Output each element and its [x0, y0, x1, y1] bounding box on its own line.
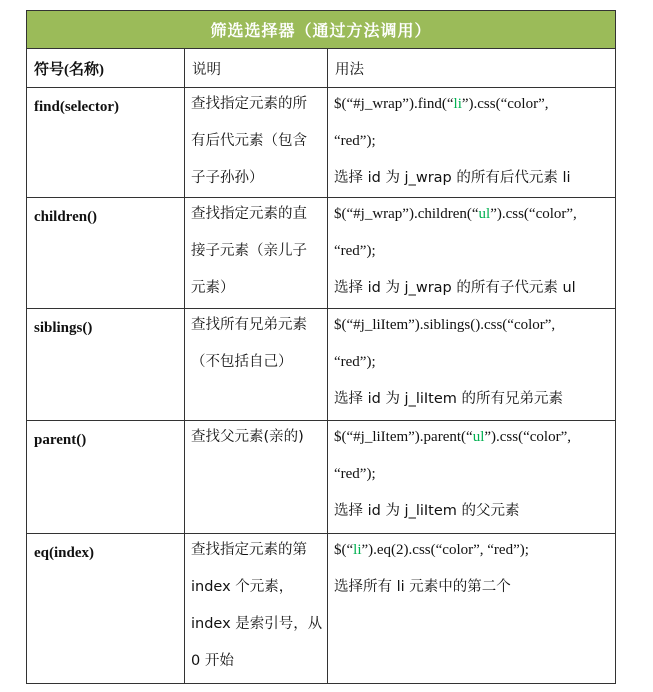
table-title: 筛选选择器（通过方法调用） — [27, 11, 616, 49]
row-usage-cell — [328, 198, 616, 309]
code-suffix: ”).css(“color”, — [490, 206, 577, 222]
row-name-cell — [27, 88, 185, 198]
row-name-cell — [27, 421, 185, 534]
usage-block — [328, 86, 615, 197]
code-prefix: $(“#j_liItem”).siblings().css(“color”, — [334, 317, 556, 333]
usage-note: 选择 id 为 j_wrap 的所有子代元素 ul — [334, 280, 576, 296]
code-line — [334, 307, 611, 344]
table-row — [27, 88, 616, 198]
table-row — [27, 309, 616, 421]
header-row — [27, 49, 616, 88]
code-highlight: li — [353, 542, 362, 558]
row-usage-cell — [328, 534, 616, 684]
code-line — [334, 86, 611, 123]
desc-line: index 是索引号，从 — [191, 616, 323, 632]
usage-note: 选择 id 为 j_liItem 的所有兄弟元素 — [334, 391, 564, 407]
desc-line: 子子孙孙） — [191, 170, 264, 186]
method-name: eq(index) — [34, 545, 94, 561]
desc-line: 查找指定元素的所 — [191, 96, 307, 112]
row-usage-cell — [328, 421, 616, 534]
usage-block — [328, 307, 615, 418]
header-description: 说明 — [185, 49, 328, 88]
usage-note: 选择 id 为 j_wrap 的所有后代元素 li — [334, 170, 571, 186]
method-name: find(selector) — [34, 99, 119, 115]
desc-line: （不包括自己） — [191, 354, 293, 370]
row-name-cell — [27, 198, 185, 309]
desc-line: index 个元素， — [191, 579, 294, 595]
row-desc-cell — [185, 534, 328, 684]
table-row — [27, 421, 616, 534]
code-line-2: “red”); — [334, 243, 376, 259]
code-prefix: $(“ — [334, 542, 354, 558]
row-name-cell — [27, 534, 185, 684]
usage-note: 选择所有 li 元素中的第二个 — [334, 579, 511, 595]
desc-line: 查找指定元素的第 — [191, 542, 307, 558]
code-line-2: “red”); — [334, 466, 376, 482]
code-line-2: “red”); — [334, 133, 376, 149]
code-line-2: “red”); — [334, 354, 376, 370]
row-desc-cell — [185, 309, 328, 421]
method-description — [185, 532, 327, 680]
code-line — [334, 419, 611, 456]
code-line — [334, 196, 611, 233]
method-description — [185, 86, 327, 197]
method-name: parent() — [34, 432, 87, 448]
header-usage: 用法 — [328, 49, 616, 88]
desc-line: 查找指定元素的直 — [191, 206, 307, 222]
row-name-cell — [27, 309, 185, 421]
code-highlight: li — [453, 96, 462, 112]
method-description — [185, 196, 327, 307]
method-name: siblings() — [34, 320, 93, 336]
code-highlight: ul — [472, 429, 485, 445]
usage-block — [328, 419, 615, 530]
usage-block — [328, 196, 615, 307]
method-description — [185, 307, 327, 381]
code-suffix: ”).eq(2).css(“color”, “red”); — [361, 542, 529, 558]
code-line — [334, 532, 611, 569]
usage-block — [328, 532, 615, 606]
row-desc-cell — [185, 88, 328, 198]
code-prefix: $(“#j_liItem”).parent(“ — [334, 429, 473, 445]
desc-line: 查找所有兄弟元素 — [191, 317, 307, 333]
header-name: 符号(名称) — [27, 49, 185, 88]
code-suffix: ”).css(“color”, — [461, 96, 549, 112]
desc-line: 0 开始 — [191, 653, 234, 669]
desc-line: 接子元素（亲儿子 — [191, 243, 307, 259]
filter-selector-table — [26, 10, 616, 684]
table-row — [27, 534, 616, 684]
row-desc-cell — [185, 421, 328, 534]
table-row — [27, 198, 616, 309]
usage-note: 选择 id 为 j_liItem 的父元素 — [334, 503, 520, 519]
selector-table-container — [26, 10, 615, 684]
code-prefix: $(“#j_wrap”).children(“ — [334, 206, 479, 222]
row-desc-cell — [185, 198, 328, 309]
method-description — [185, 419, 327, 456]
code-prefix: $(“#j_wrap”).find(“ — [334, 96, 454, 112]
row-usage-cell — [328, 309, 616, 421]
desc-line: 查找父元素(亲的) — [191, 429, 304, 445]
desc-line: 元素） — [191, 280, 235, 296]
code-suffix: ”).css(“color”, — [484, 429, 571, 445]
method-name: children() — [34, 209, 98, 225]
row-usage-cell — [328, 88, 616, 198]
desc-line: 有后代元素（包含 — [191, 133, 307, 149]
code-highlight: ul — [478, 206, 491, 222]
